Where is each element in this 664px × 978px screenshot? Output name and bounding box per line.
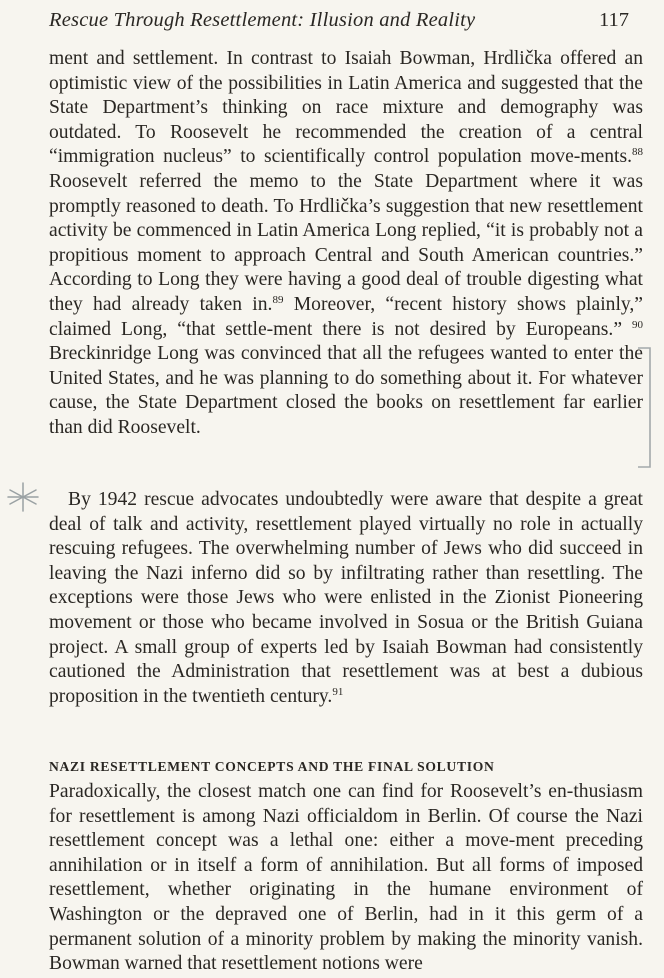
paragraph-1-text-d: Breckinridge Long was convinced that all the refugees wanted to enter the United States, and he was planning to do something about it. For whatever cause, the State Department closed the books on resettlement far earlier than did Roosevelt. [49,343,643,438]
paragraph-3-text: Paradoxically, the closest match one can find for Roosevelt’s en-thusiasm for resettlement is among Nazi officialdom in Berlin. Of course the Nazi resettlement concept was a lethal one: either a move-ment preceding annihilation or in itself a form of annihilation. But all forms of imposed resettlement, whether originating in the humane environment of Washington or the depraved one of Berlin, had in it this germ of a permanent solution of a minority problem by making the minority vanish. Bowman warned that resettlement notions were [49,781,643,975]
paragraph-2 [49,488,643,709]
paragraph-2-text: By 1942 rescue advocates undoubtedly were aware that despite a great deal of talk and activity, resettlement played virtually no role in actually rescuing refugees. The overwhelming number of Jews who did succeed in leaving the Nazi inferno did so by infiltrating rather than resettling. The exceptions were those Jews who were enlisted in the Zionist Pioneering movement or those who became involved in Sosua or the British Guiana project. A small group of experts led by Isaiah Bowman had consistently cautioned the Administration that resettlement was at best a dubious proposition in the twentieth century. [49,489,643,707]
paragraph-1-text-a: ment and settlement. In contrast to Isaiah Bowman, Hrdlička offered an optimistic view of the possibilities in Latin America and suggested that the State Department’s thinking on race mixture and demography was outdated. To Roosevelt he recommended the creation of a central “immigration nucleus” to scientifically control population move-ments. [49,48,643,168]
paragraph-1-text-c: Moreover, “recent history shows plainly,” claimed Long, “that settle-ment there is not desired by Europeans.” [49,293,644,340]
footnote-ref-91: 91 [332,685,344,698]
running-head [49,9,629,35]
paragraph-3 [49,780,643,977]
footnote-ref-88: 88 [632,146,643,159]
page-number: 117 [599,9,629,31]
footnote-ref-90: 90 [632,318,643,331]
footnote-ref-89: 89 [272,293,284,306]
asterisk-annotation-icon [6,480,40,514]
section-heading: NAZI RESETTLEMENT CONCEPTS AND THE FINAL SOLUTION [49,759,495,774]
paragraph-1 [49,47,643,441]
margin-bracket-icon [636,345,656,470]
paragraph-1-text-b: Roosevelt referred the memo to the State Department where it was promptly reasoned to death. To Hrdlička’s suggestion that new resettlement activity be commenced in Latin America Long replied, “it is probably not a propitious moment to approach Central and South American countries.” According to Long they were having a good deal of trouble digesting what they had already taken in. [49,170,643,315]
running-title: Rescue Through Resettlement: Illusion and Reality [49,9,476,31]
